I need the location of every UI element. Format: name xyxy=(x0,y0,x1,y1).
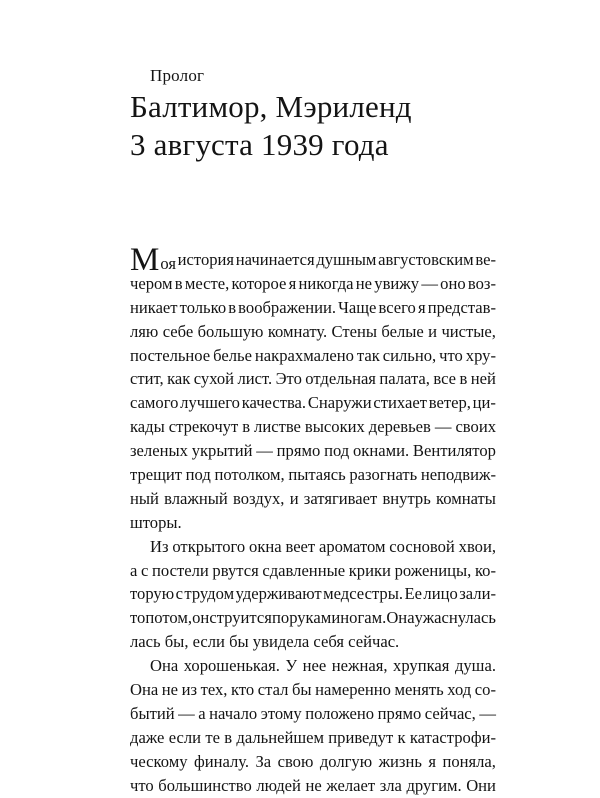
word: всего xyxy=(378,297,416,317)
word: как xyxy=(167,369,191,389)
chapter-title xyxy=(130,88,412,164)
word: белье xyxy=(213,345,252,365)
word: лучшего xyxy=(180,393,240,413)
word: нее xyxy=(302,656,327,676)
word: не xyxy=(355,273,373,293)
word: Стены xyxy=(331,321,378,341)
word: рукам xyxy=(289,608,332,628)
text-line xyxy=(130,367,496,391)
word: если xyxy=(168,727,202,747)
word: Чаще xyxy=(338,297,377,317)
word: кады xyxy=(130,417,165,437)
word: которое xyxy=(231,273,287,293)
word: а xyxy=(130,560,138,580)
word: хорошенькая. xyxy=(183,656,280,676)
word: нежная, xyxy=(331,656,388,676)
text-line xyxy=(130,535,496,559)
word: и xyxy=(428,321,438,341)
word: я xyxy=(428,751,436,771)
word: разогнать xyxy=(349,465,418,485)
word: стихает xyxy=(373,393,427,413)
chapter-label: Пролог xyxy=(150,66,205,85)
text-line xyxy=(130,606,496,630)
word: история xyxy=(177,250,235,269)
word: — xyxy=(479,703,496,723)
word: в xyxy=(224,727,233,747)
word: зла xyxy=(379,775,402,795)
word: затягивает xyxy=(303,488,378,508)
word: душным xyxy=(316,250,377,269)
word: те xyxy=(205,727,220,747)
word: другим. xyxy=(406,775,462,795)
text-line xyxy=(130,463,496,487)
word: никогда xyxy=(298,273,354,293)
word: менять xyxy=(394,680,444,700)
word: потолком, xyxy=(214,465,285,485)
word: даже xyxy=(130,727,165,747)
word: душа. xyxy=(454,656,496,676)
title-location: Балтимор, Мэриленд xyxy=(130,89,412,124)
word: положено xyxy=(305,703,375,723)
word: представ- xyxy=(427,297,496,317)
word: внутрь xyxy=(382,488,431,508)
word: что xyxy=(439,345,463,365)
word: постельное xyxy=(130,345,211,365)
word: трудом xyxy=(184,584,235,604)
word: так xyxy=(356,345,380,365)
word: и xyxy=(331,608,341,628)
word: ческому xyxy=(130,751,188,771)
word: финалу. xyxy=(193,751,250,771)
word: в xyxy=(242,417,251,437)
word: сильно, xyxy=(382,345,437,365)
word: катастрофи- xyxy=(409,727,496,747)
word: ней xyxy=(470,369,496,389)
word: тех, xyxy=(200,680,228,700)
body-text xyxy=(130,242,496,797)
word: к xyxy=(397,727,406,747)
word: большую xyxy=(197,321,264,341)
word: стит, xyxy=(130,369,164,389)
word: прямо xyxy=(276,441,321,461)
title-date: 3 августа 1939 года xyxy=(130,127,389,162)
word: Ее xyxy=(404,584,422,604)
word: ци- xyxy=(472,393,496,413)
word: струится xyxy=(209,608,272,628)
text-line xyxy=(130,242,496,278)
word: зеленых xyxy=(130,441,188,461)
word: не xyxy=(305,775,322,795)
text-line: лась бы, если бы увидела себя сейчас. xyxy=(130,632,400,652)
word: потом, xyxy=(145,608,193,628)
word: Из xyxy=(150,536,169,556)
word: и xyxy=(289,488,299,508)
word: приведут xyxy=(328,727,394,747)
word: ужаснулась xyxy=(414,608,496,628)
word: никает xyxy=(130,297,178,317)
word: — xyxy=(178,703,195,723)
word: У xyxy=(285,656,298,676)
word: — xyxy=(256,441,273,461)
word: постели xyxy=(152,560,209,580)
word: все xyxy=(433,369,457,389)
word: ве- xyxy=(475,250,496,269)
word: в xyxy=(228,297,237,317)
word: сейчас, xyxy=(424,703,476,723)
text-line xyxy=(130,415,496,439)
word: ароматом xyxy=(319,536,386,556)
word: этому xyxy=(260,703,302,723)
word: деревьев xyxy=(368,417,431,437)
word: стал xyxy=(257,680,289,700)
word: августовским xyxy=(378,250,474,269)
word: под xyxy=(185,465,211,485)
word: чером xyxy=(130,273,173,293)
word: под xyxy=(324,441,350,461)
text-line xyxy=(130,702,496,726)
text-line xyxy=(130,344,496,368)
word: торую xyxy=(130,584,175,604)
word: ный xyxy=(130,488,159,508)
word: я xyxy=(288,273,297,293)
word: стрекочут xyxy=(168,417,239,437)
word: сосновой xyxy=(389,536,455,556)
word: зали- xyxy=(459,584,496,604)
word: роженицы, xyxy=(394,560,472,580)
text-line xyxy=(130,750,496,774)
word: Она xyxy=(150,656,179,676)
word: ко- xyxy=(474,560,496,580)
word: укрытий xyxy=(191,441,253,461)
word: сдавленные xyxy=(262,560,346,580)
word: я xyxy=(417,297,426,317)
word: не xyxy=(161,680,179,700)
word: своих xyxy=(455,417,496,437)
text-line xyxy=(130,391,496,415)
word: большинство xyxy=(158,775,252,795)
word: начало xyxy=(209,703,258,723)
word: неподвиж- xyxy=(420,465,496,485)
word: поняла, xyxy=(442,751,496,771)
word: сухой xyxy=(193,369,235,389)
word: окна xyxy=(249,536,282,556)
text-line xyxy=(130,296,496,320)
word: медсестры. xyxy=(323,584,403,604)
word: Они xyxy=(466,775,496,795)
word: крики xyxy=(348,560,391,580)
word: он xyxy=(192,608,210,628)
word: ход xyxy=(447,680,472,700)
word: с xyxy=(175,584,183,604)
word: воображении. xyxy=(238,297,336,317)
word: влажный xyxy=(164,488,228,508)
word: в xyxy=(459,369,468,389)
word: открытого xyxy=(172,536,246,556)
word: качества. xyxy=(241,393,307,413)
word: Снаружи xyxy=(307,393,372,413)
word: лист. xyxy=(237,369,273,389)
word: комнаты xyxy=(436,488,496,508)
word: дальнейшем xyxy=(236,727,324,747)
drop-cap: М xyxy=(130,242,160,278)
word: накрахмалено xyxy=(254,345,354,365)
word: комнату. xyxy=(267,321,328,341)
text-line xyxy=(130,272,496,296)
word: только xyxy=(179,297,227,317)
word: со- xyxy=(474,680,496,700)
word: увижу xyxy=(374,273,420,293)
text-line xyxy=(130,559,496,583)
text-line: шторы. xyxy=(130,512,182,532)
word: свою xyxy=(277,751,314,771)
text-line xyxy=(130,582,496,606)
word: бы xyxy=(291,680,312,700)
word: то xyxy=(130,608,146,628)
word: начинается xyxy=(235,250,315,269)
text-line xyxy=(130,726,496,750)
word: долгую xyxy=(319,751,373,771)
text-line xyxy=(130,654,496,678)
word: белые xyxy=(381,321,424,341)
text-line xyxy=(130,439,496,463)
word: Она xyxy=(130,680,159,700)
word: Это xyxy=(275,369,302,389)
word: высоких xyxy=(304,417,365,437)
word: себе xyxy=(162,321,194,341)
word: отдельная xyxy=(305,369,376,389)
word: что xyxy=(130,775,154,795)
word: хрупкая xyxy=(393,656,450,676)
word: Моя xyxy=(130,242,176,278)
word: воз- xyxy=(467,273,496,293)
word: месте, xyxy=(184,273,230,293)
word: листве xyxy=(254,417,301,437)
text-line xyxy=(130,487,496,511)
word: жизнь xyxy=(378,751,422,771)
word: — xyxy=(421,273,438,293)
word: ветер, xyxy=(428,393,471,413)
word: намеренно xyxy=(315,680,391,700)
word: хвои, xyxy=(458,536,496,556)
word: кто xyxy=(231,680,255,700)
word: Вентилятор xyxy=(412,441,496,461)
word: палата, xyxy=(379,369,430,389)
text-line xyxy=(130,320,496,344)
word: а xyxy=(198,703,206,723)
word: ляю xyxy=(130,321,159,341)
word: из xyxy=(181,680,198,700)
word: оно xyxy=(440,273,466,293)
word: хру- xyxy=(465,345,496,365)
word: в xyxy=(174,273,183,293)
word: с xyxy=(141,560,149,580)
word: людей xyxy=(256,775,301,795)
word: желает xyxy=(326,775,376,795)
text-line xyxy=(130,678,496,702)
word: трещит xyxy=(130,465,183,485)
word: пытаясь xyxy=(288,465,346,485)
word: рвутся xyxy=(212,560,259,580)
word: — xyxy=(434,417,452,437)
word: За xyxy=(255,751,272,771)
word: веет xyxy=(285,536,316,556)
word: удерживают xyxy=(235,584,322,604)
word: воздух, xyxy=(233,488,285,508)
word: окнами. xyxy=(353,441,410,461)
word: лицо xyxy=(423,584,458,604)
word: Она xyxy=(386,608,415,628)
word: прямо xyxy=(377,703,422,723)
word: по xyxy=(271,608,290,628)
word: чистые, xyxy=(441,321,496,341)
word: ногам. xyxy=(340,608,387,628)
text-line xyxy=(130,774,496,798)
word: самого xyxy=(130,393,179,413)
word: бытий xyxy=(130,703,175,723)
